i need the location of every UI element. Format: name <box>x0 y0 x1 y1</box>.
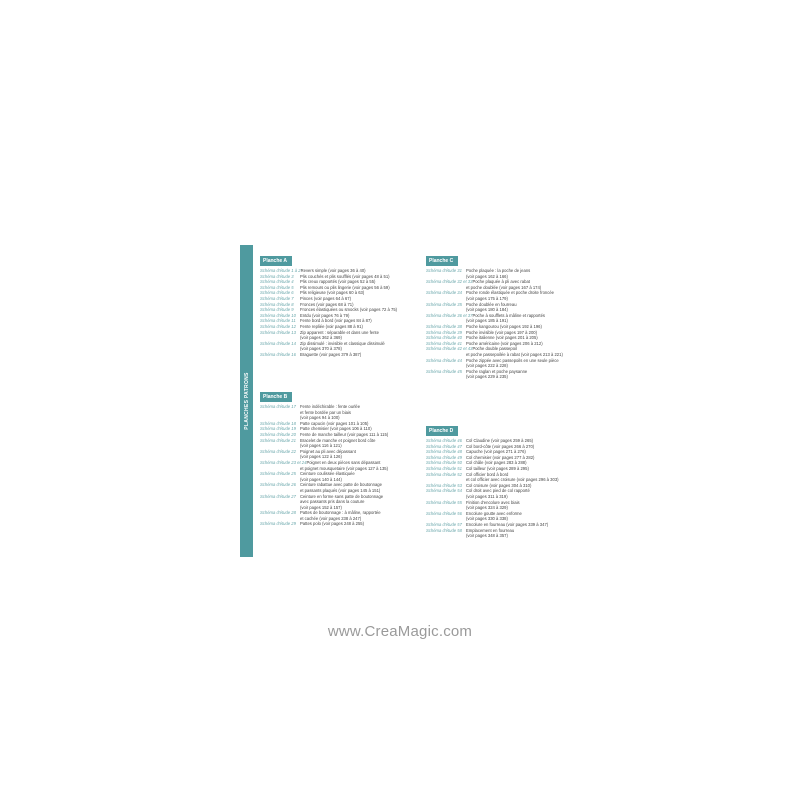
entry-desc: Poche invisible (voir pages 197 à 200) <box>466 329 537 335</box>
entry-ref: Schéma d'étude 6 <box>260 290 294 296</box>
entry-desc: Ceinture rabattue avec patte de boutonnage <box>300 482 382 488</box>
entry-ref: Schéma d'étude 49 <box>426 454 462 460</box>
entry-desc: (voir pages 94 à 100) <box>300 415 340 421</box>
entry-ref: Schéma d'étude 10 <box>260 312 296 318</box>
entry-ref: Schéma d'étude 12 <box>260 323 296 329</box>
entry-desc: Poche raglan et poche paysanne <box>466 368 528 374</box>
entry-desc: (voir pages 362 à 369) <box>300 335 342 341</box>
entry-desc: Poche plaquée à pli avec rabat <box>472 279 530 285</box>
list-item <box>260 521 425 527</box>
list-item <box>426 533 591 539</box>
entry-desc: Emplacement en fourreau <box>466 527 515 533</box>
entry-ref: Schéma d'étude 9 <box>260 307 294 313</box>
entry-ref: Schéma d'étude 19 <box>260 426 296 432</box>
entry-desc: Poche ronde élastiquée et poche droite froncée <box>466 290 554 296</box>
section-title: Planche C <box>426 256 458 266</box>
entry-desc: Capuche (voir pages 271 à 276) <box>466 449 526 455</box>
entry-desc: Plis religieuse (voir pages 60 à 63) <box>300 290 365 296</box>
entry-ref: Schéma d'étude 13 <box>260 329 296 335</box>
entry-ref: Schéma d'étude 51 <box>426 465 462 471</box>
entry-ref <box>426 374 466 380</box>
entry-ref: Schéma d'étude 1 à 2 <box>260 268 301 273</box>
entry-desc: Fente repliée (voir pages 88 à 91) <box>300 323 363 329</box>
entry-ref: Schéma d'étude 53 <box>426 482 462 488</box>
entry-ref: Schéma d'étude 56 <box>426 510 462 516</box>
section-2 <box>426 419 591 539</box>
entry-ref: Schéma d'étude 18 <box>260 420 296 426</box>
list-item <box>260 352 425 358</box>
entry-desc: Poignet en deux pièces sans dépassant <box>306 459 381 465</box>
entry-desc: (voir pages 152 à 157) <box>300 504 342 510</box>
entry-desc: Bracelet de manche et poignet bord côte <box>300 437 376 443</box>
entry-desc: (voir pages 116 à 121) <box>300 443 342 449</box>
entry-desc: Poche à soufflets à mâline et rapportés <box>472 312 545 318</box>
entry-ref: Schéma d'étude 3 <box>260 273 294 279</box>
entry-ref: Schéma d'étude 29 <box>260 521 296 527</box>
entry-ref: Schéma d'étude 5 <box>260 284 294 290</box>
sidebar-label-text: PLANCHES PATRONS <box>243 372 250 430</box>
entry-desc: Braguette (voir pages 379 à 387) <box>300 351 362 357</box>
entry-desc: et passants plaqués (voir pages 145 à 151) <box>300 487 381 493</box>
entry-desc: (voir pages 162 à 166) <box>466 273 508 279</box>
entry-ref: Schéma d'étude 28 <box>260 510 296 516</box>
entry-ref: Schéma d'étude 22 <box>260 448 296 454</box>
entry-ref: Schéma d'étude 40 <box>426 335 462 341</box>
entry-desc: (voir pages 370 à 378) <box>300 346 342 352</box>
entry-desc: Poche kangourou (voir pages 192 à 196) <box>466 323 542 329</box>
section-title: Planche B <box>260 392 292 402</box>
entry-desc: Poche doublée en fourreau <box>466 301 517 307</box>
entry-ref: Schéma d'étude 47 <box>426 443 462 449</box>
entry-ref: Schéma d'étude 50 <box>426 460 462 466</box>
section-1 <box>426 249 591 380</box>
entry-desc: (voir pages 229 à 235) <box>466 374 508 380</box>
entry-ref: Schéma d'étude 36 et 37 <box>426 312 473 318</box>
entry-desc: Revers simple (voir pages 36 à 40) <box>300 268 366 273</box>
entry-ref: Schéma d'étude 32 et 33 <box>426 279 473 285</box>
entry-desc: Fente bord à bord (voir pages 84 à 87) <box>300 318 372 324</box>
entry-desc: Ceinture en forme sans patte de boutonnage <box>300 493 384 499</box>
entry-desc: Pattes de boutonnage : à mâline, rapportée <box>300 510 381 516</box>
entry-desc: Zip apparent : séparable et dans une fente <box>300 329 379 335</box>
entry-desc: (voir pages 311 à 319) <box>466 493 508 499</box>
entry-ref: Schéma d'étude 16 <box>260 351 296 357</box>
entry-ref: Schéma d'étude 38 <box>426 323 462 329</box>
entry-desc: Col tailleur (voir pages 289 à 295) <box>466 465 529 471</box>
entry-ref: Schéma d'étude 20 <box>260 431 296 437</box>
entry-desc: Fente de manche tailleur (voir pages 111 à 115) <box>300 431 389 437</box>
entry-ref: Schéma d'étude 52 <box>426 471 462 477</box>
entry-desc: Col châle (voir pages 283 à 288) <box>466 460 527 466</box>
entry-ref: Schéma d'étude 35 <box>426 301 462 307</box>
entry-desc: Pinces (voir pages 64 à 67) <box>300 295 351 301</box>
entry-desc: Pattes polo (voir pages 248 à 255) <box>300 521 365 527</box>
entry-desc: (voir pages 348 à 357) <box>466 533 508 539</box>
entry-ref: Schéma d'étude 39 <box>426 329 462 335</box>
entry-ref: Schéma d'étude 57 <box>426 521 462 527</box>
entry-desc: (voir pages 180 à 184) <box>466 307 508 313</box>
entry-desc: Finition d'encolure avec biais <box>466 499 520 505</box>
entry-ref: Schéma d'étude 44 <box>426 357 462 363</box>
entry-ref: Schéma d'étude 46 <box>426 438 462 443</box>
watermark: www.CreaMagic.com <box>327 623 473 640</box>
entry-desc: et cachée (voir pages 238 à 247) <box>300 515 362 521</box>
entry-desc: Poche américaine (voir pages 206 à 212) <box>466 340 543 346</box>
entry-desc: Poche double passepoil <box>472 346 517 352</box>
entry-ref: Schéma d'étude 26 <box>260 482 296 488</box>
entry-ref: Schéma d'étude 21 <box>260 437 296 443</box>
entry-ref <box>426 533 466 539</box>
entry-ref: Schéma d'étude 17 <box>260 404 296 409</box>
entry-desc: Poche italienne (voir pages 201 à 205) <box>466 335 538 341</box>
entry-ref: Schéma d'étude 48 <box>426 449 462 455</box>
entry-desc: Col Claudine (voir pages 259 à 265) <box>466 438 534 443</box>
entry-ref: Schéma d'étude 25 <box>260 471 296 477</box>
entry-desc: et poignet mousquetaire (voir pages 127 à 135) <box>300 465 388 471</box>
entry-ref: Schéma d'étude 23 et 24 <box>260 459 307 465</box>
entry-ref: Schéma d'étude 11 <box>260 318 296 324</box>
entry-desc: Patte chemisier (voir pages 106 à 110) <box>300 426 372 432</box>
entry-desc: Ceinture coulissée élastiquée <box>300 471 355 477</box>
entry-desc: Encolure goutte avec enforme <box>466 510 522 516</box>
entry-ref: Schéma d'étude 4 <box>260 279 294 285</box>
entry-ref: Schéma d'étude 42 et 43 <box>426 346 473 352</box>
entry-desc: Col droit avec pied de col rapporté <box>466 488 530 494</box>
entry-desc: Plis remours ou plis lingerie (voir pages 56 à 59) <box>300 284 390 290</box>
entry-desc: Fronces élastiquées ou smocks (voir pages 72 à 75) <box>300 307 398 313</box>
entry-ref: Schéma d'étude 27 <box>260 493 296 499</box>
entry-ref: Schéma d'étude 54 <box>426 488 462 494</box>
entry-ref: Schéma d'étude 34 <box>426 290 462 296</box>
entry-ref: Schéma d'étude 58 <box>426 527 462 533</box>
entry-desc: et col officier avec croisure (voir pages 296 à 303) <box>466 477 559 483</box>
entry-ref: Schéma d'étude 31 <box>426 268 462 273</box>
entry-desc: Fente indéchirable : fente ourlée <box>300 404 361 409</box>
entry-desc: Plis couchés et plis soufflés (voir pages 48 à 51) <box>300 273 390 279</box>
entry-desc: Entdu (voir pages 76 à 79) <box>300 312 350 318</box>
section-2 <box>260 385 425 527</box>
entry-ref: Schéma d'étude 55 <box>426 499 462 505</box>
entry-desc: Poche zippée avec passepoils en une seule pièce <box>466 357 559 363</box>
entry-desc: avec passants pris dans la couture <box>300 499 365 505</box>
entry-desc: Patte capucin (voir pages 101 à 105) <box>300 420 369 426</box>
entry-ref: Schéma d'étude 41 <box>426 340 462 346</box>
entry-desc: Col chemisier (voir pages 277 à 282) <box>466 454 535 460</box>
sidebar-label <box>240 245 253 557</box>
entry-desc: Col officier bord à bord <box>466 471 509 477</box>
section-title: Planche A <box>260 256 292 266</box>
entry-ref: Schéma d'étude 8 <box>260 301 294 307</box>
section-title: Planche D <box>426 426 458 436</box>
entry-desc: Col croisure (voir pages 304 à 310) <box>466 482 532 488</box>
entry-ref: Schéma d'étude 45 <box>426 368 462 374</box>
entry-ref: Schéma d'étude 14 <box>260 340 296 346</box>
entry-desc: Poignet au pli avec dépassant <box>300 448 356 454</box>
entry-desc: et poche passepoilée à rabat (voir pages 213 à 221) <box>466 351 563 357</box>
entry-desc: et fente bordée par un biais <box>300 409 351 415</box>
entry-desc: Plis creux rapportés (voir pages 52 à 55) <box>300 279 376 285</box>
entry-desc: (voir pages 175 à 179) <box>466 295 508 301</box>
entry-desc: Poche plaquée : la poche de jeans <box>466 268 531 273</box>
entry-desc: Encolure en fourreau (voir pages 339 à 347) <box>466 521 549 527</box>
entry-desc: (voir pages 330 à 338) <box>466 516 508 522</box>
entry-desc: Col bord-côte (voir pages 266 à 270) <box>466 443 535 449</box>
entry-desc: (voir pages 122 à 126) <box>300 454 342 460</box>
entry-desc: (voir pages 140 à 144) <box>300 476 342 482</box>
entry-desc: Zip dissimulé : invisible et classique dissimulé <box>300 340 385 346</box>
entry-desc: Fronces (voir pages 68 à 71) <box>300 301 354 307</box>
entry-desc: et poche doublée (voir pages 167 à 174) <box>466 284 542 290</box>
list-item <box>426 374 591 380</box>
section-1 <box>260 249 425 358</box>
entry-desc: (voir pages 185 à 191) <box>466 318 508 324</box>
entry-desc: (voir pages 222 à 228) <box>466 363 508 369</box>
entry-ref: Schéma d'étude 7 <box>260 295 294 301</box>
entry-desc: (voir pages 324 à 329) <box>466 505 508 511</box>
